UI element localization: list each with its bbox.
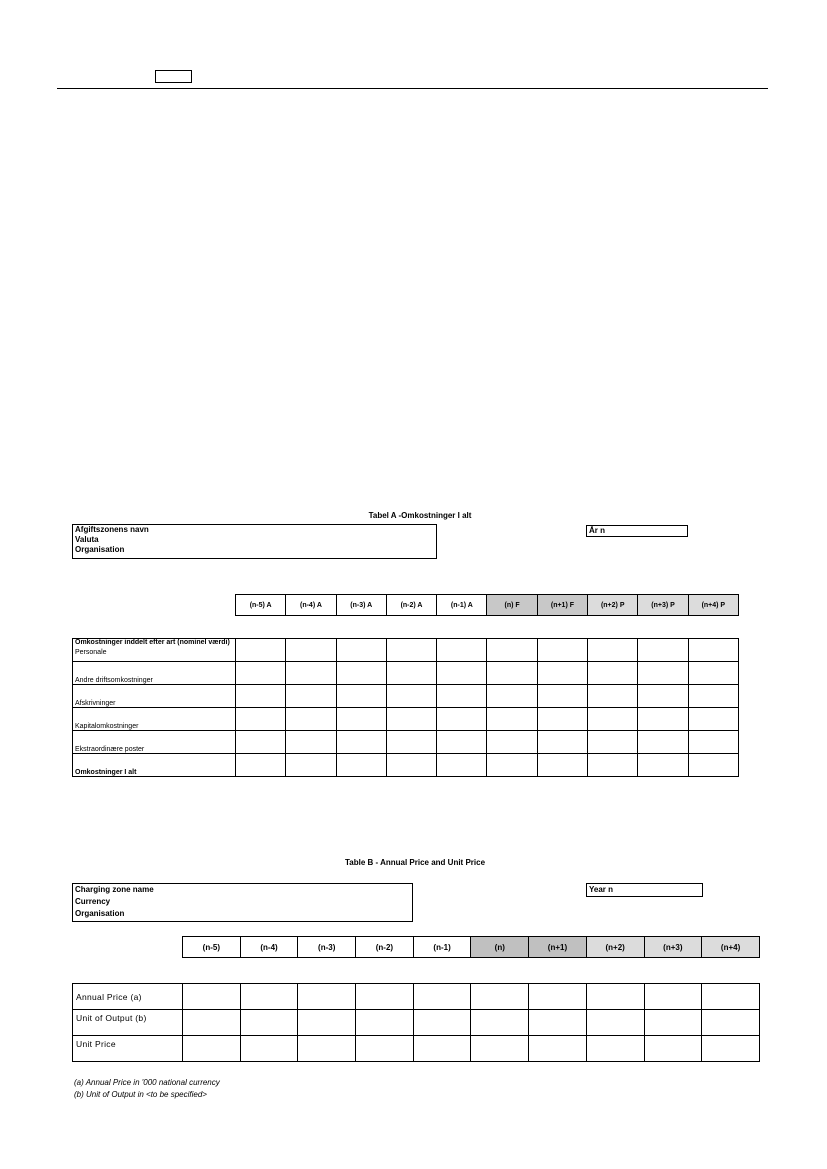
table-b-cell[interactable]	[240, 1036, 298, 1062]
table-b-grid	[72, 983, 760, 1062]
table-a-cell[interactable]	[386, 662, 436, 685]
table-b-footnotes	[74, 1077, 474, 1101]
footnote-a: (a) Annual Price in '000 national currency	[74, 1078, 220, 1087]
table-b-cell[interactable]	[183, 1036, 241, 1062]
table-a-cell[interactable]	[487, 731, 537, 754]
table-a-info-currency: Valuta	[75, 535, 99, 544]
table-a-cell[interactable]	[437, 754, 487, 777]
table-a-cell[interactable]	[487, 639, 537, 662]
table-a-cell[interactable]	[286, 708, 336, 731]
table-a-cell[interactable]	[236, 639, 286, 662]
table-a-info-organisation: Organisation	[75, 545, 125, 554]
table-a-row-label: Ekstraordinære poster	[73, 731, 236, 754]
table-b-cell[interactable]	[183, 1010, 241, 1036]
table-a-cell[interactable]	[386, 639, 436, 662]
table-b-row-label: Unit Price	[73, 1036, 183, 1062]
table-b-cell[interactable]	[298, 984, 356, 1010]
table-b-cell[interactable]	[702, 1036, 760, 1062]
table-a-cell[interactable]	[236, 662, 286, 685]
table-a-cell[interactable]	[487, 685, 537, 708]
table-a-cell[interactable]	[688, 708, 738, 731]
table-a-row-label: Andre driftsomkostninger	[73, 662, 236, 685]
table-a-cell[interactable]	[236, 731, 286, 754]
table-b-year-col: (n+2)	[586, 937, 644, 958]
table-b-year-col: (n+4)	[702, 937, 760, 958]
table-a-cell[interactable]	[537, 662, 587, 685]
table-a-cell[interactable]	[537, 708, 587, 731]
table-a-year-box	[586, 525, 688, 537]
table-a-cell[interactable]	[588, 731, 638, 754]
table-b-cell[interactable]	[529, 1010, 587, 1036]
table-a-section-heading: Omkostninger inddelt efter art (nominel værdi)	[75, 639, 230, 646]
table-a-cell[interactable]	[638, 685, 688, 708]
table-b-year-box	[586, 883, 703, 897]
table-b-year-col: (n-2)	[356, 937, 414, 958]
table-a-cell[interactable]	[286, 754, 336, 777]
table-a-cell[interactable]	[638, 731, 688, 754]
table-b-cell[interactable]	[471, 1010, 529, 1036]
table-a-year-col: (n-1) A	[437, 595, 487, 616]
table-b-year-col: (n-3)	[298, 937, 356, 958]
table-b-cell[interactable]	[298, 1010, 356, 1036]
table-b-year-col: (n)	[471, 937, 529, 958]
table-b-cell[interactable]	[586, 1036, 644, 1062]
table-a-cell[interactable]	[437, 662, 487, 685]
table-a-cell[interactable]	[286, 685, 336, 708]
table-a-cell[interactable]	[487, 708, 537, 731]
table-a-year-label: År n	[589, 526, 605, 535]
table-b-cell[interactable]	[240, 984, 298, 1010]
table-a-cell[interactable]	[437, 708, 487, 731]
table-a-cell[interactable]	[286, 639, 336, 662]
table-b-year-col: (n-1)	[413, 937, 471, 958]
table-b-cell[interactable]	[586, 984, 644, 1010]
table-a-cell[interactable]	[236, 754, 286, 777]
table-a-row-personale: Personale	[75, 649, 107, 656]
table-a-cell[interactable]	[386, 685, 436, 708]
table-a-cell[interactable]	[336, 754, 386, 777]
table-a-cell[interactable]	[437, 731, 487, 754]
table-a-cell[interactable]	[286, 731, 336, 754]
table-b-year-header	[182, 936, 760, 958]
table-a-cell[interactable]	[588, 754, 638, 777]
table-a-cell[interactable]	[688, 662, 738, 685]
table-a-row-label: Afskrivninger	[73, 685, 236, 708]
table-a-info-zone: Afgiftszonens navn	[75, 525, 149, 534]
table-b-cell[interactable]	[356, 984, 414, 1010]
table-a-year-col: (n+1) F	[537, 595, 587, 616]
table-b-cell[interactable]	[240, 1010, 298, 1036]
table-b-info-box	[72, 883, 413, 922]
table-a-year-col: (n) F	[487, 595, 537, 616]
table-a-cell[interactable]	[336, 685, 386, 708]
table-a-cell[interactable]	[588, 662, 638, 685]
table-a-cell[interactable]	[588, 639, 638, 662]
table-a-year-col: (n-5) A	[236, 595, 286, 616]
table-b-row-label: Annual Price (a)	[73, 984, 183, 1010]
table-a-row-label	[73, 639, 236, 662]
table-a-grid	[72, 638, 739, 777]
table-a-cell[interactable]	[386, 708, 436, 731]
table-a-year-col: (n+4) P	[688, 595, 738, 616]
table-a-year-col: (n+2) P	[588, 595, 638, 616]
table-b-year-label: Year n	[589, 885, 614, 894]
table-a-row-label: Kapitalomkostninger	[73, 708, 236, 731]
table-a-cell[interactable]	[236, 708, 286, 731]
table-a-cell[interactable]	[638, 708, 688, 731]
table-a-cell[interactable]	[336, 639, 386, 662]
table-b-cell[interactable]	[356, 1010, 414, 1036]
table-b-cell[interactable]	[413, 984, 471, 1010]
footnote-b: (b) Unit of Output in <to be specified>	[74, 1090, 207, 1099]
table-b-cell[interactable]	[529, 1036, 587, 1062]
table-a-cell[interactable]	[638, 639, 688, 662]
table-b-year-col: (n+1)	[529, 937, 587, 958]
table-b-cell[interactable]	[413, 1010, 471, 1036]
table-a-cell[interactable]	[336, 708, 386, 731]
table-b-cell[interactable]	[529, 984, 587, 1010]
table-b-cell[interactable]	[356, 1036, 414, 1062]
table-a-title: Tabel A -Omkostninger I alt	[368, 511, 472, 520]
table-a-cell[interactable]	[638, 662, 688, 685]
header-rule	[57, 88, 768, 89]
table-b-year-col: (n-5)	[183, 937, 241, 958]
table-b-info-currency: Currency	[75, 897, 111, 906]
table-a-info-box	[72, 524, 437, 559]
header-box	[155, 70, 192, 83]
table-b-cell[interactable]	[298, 1036, 356, 1062]
table-a-cell[interactable]	[236, 685, 286, 708]
table-a-year-col: (n-2) A	[386, 595, 436, 616]
table-a-cell[interactable]	[537, 639, 587, 662]
table-a-cell[interactable]	[588, 685, 638, 708]
table-b-info-organisation: Organisation	[75, 909, 125, 918]
table-a-year-header	[235, 594, 739, 616]
table-a-cell[interactable]	[437, 685, 487, 708]
table-b-cell[interactable]	[471, 1036, 529, 1062]
table-b-cell[interactable]	[702, 984, 760, 1010]
table-b-row-label: Unit of Output (b)	[73, 1010, 183, 1036]
table-a-cell[interactable]	[487, 754, 537, 777]
table-a-cell[interactable]	[537, 731, 587, 754]
table-a-cell[interactable]	[537, 685, 587, 708]
table-b-cell[interactable]	[413, 1036, 471, 1062]
table-a-year-col: (n+3) P	[638, 595, 688, 616]
table-b-year-col: (n-4)	[240, 937, 298, 958]
table-a-cell[interactable]	[286, 662, 336, 685]
table-b-cell[interactable]	[586, 1010, 644, 1036]
table-b-cell[interactable]	[471, 984, 529, 1010]
table-a-cell[interactable]	[336, 731, 386, 754]
table-a-cell[interactable]	[638, 754, 688, 777]
table-a-row-label-total: Omkostninger I alt	[73, 754, 236, 777]
table-a-cell[interactable]	[487, 662, 537, 685]
table-a-cell[interactable]	[688, 685, 738, 708]
table-a-cell[interactable]	[588, 708, 638, 731]
table-a-cell[interactable]	[688, 639, 738, 662]
table-b-info-zone: Charging zone name	[75, 885, 154, 894]
table-a-cell[interactable]	[437, 639, 487, 662]
table-a-year-col: (n-3) A	[336, 595, 386, 616]
table-a-cell[interactable]	[688, 731, 738, 754]
table-b-cell[interactable]	[644, 984, 702, 1010]
table-b-cell[interactable]	[702, 1010, 760, 1036]
table-b-title: Table B - Annual Price and Unit Price	[344, 858, 486, 867]
table-b-cell[interactable]	[183, 984, 241, 1010]
table-a-year-col: (n-4) A	[286, 595, 336, 616]
table-a-cell[interactable]	[537, 754, 587, 777]
table-a-cell[interactable]	[386, 731, 436, 754]
table-a-cell[interactable]	[386, 754, 436, 777]
table-b-cell[interactable]	[644, 1010, 702, 1036]
table-a-cell[interactable]	[688, 754, 738, 777]
table-b-cell[interactable]	[644, 1036, 702, 1062]
table-a-cell[interactable]	[336, 662, 386, 685]
table-b-year-col: (n+3)	[644, 937, 702, 958]
